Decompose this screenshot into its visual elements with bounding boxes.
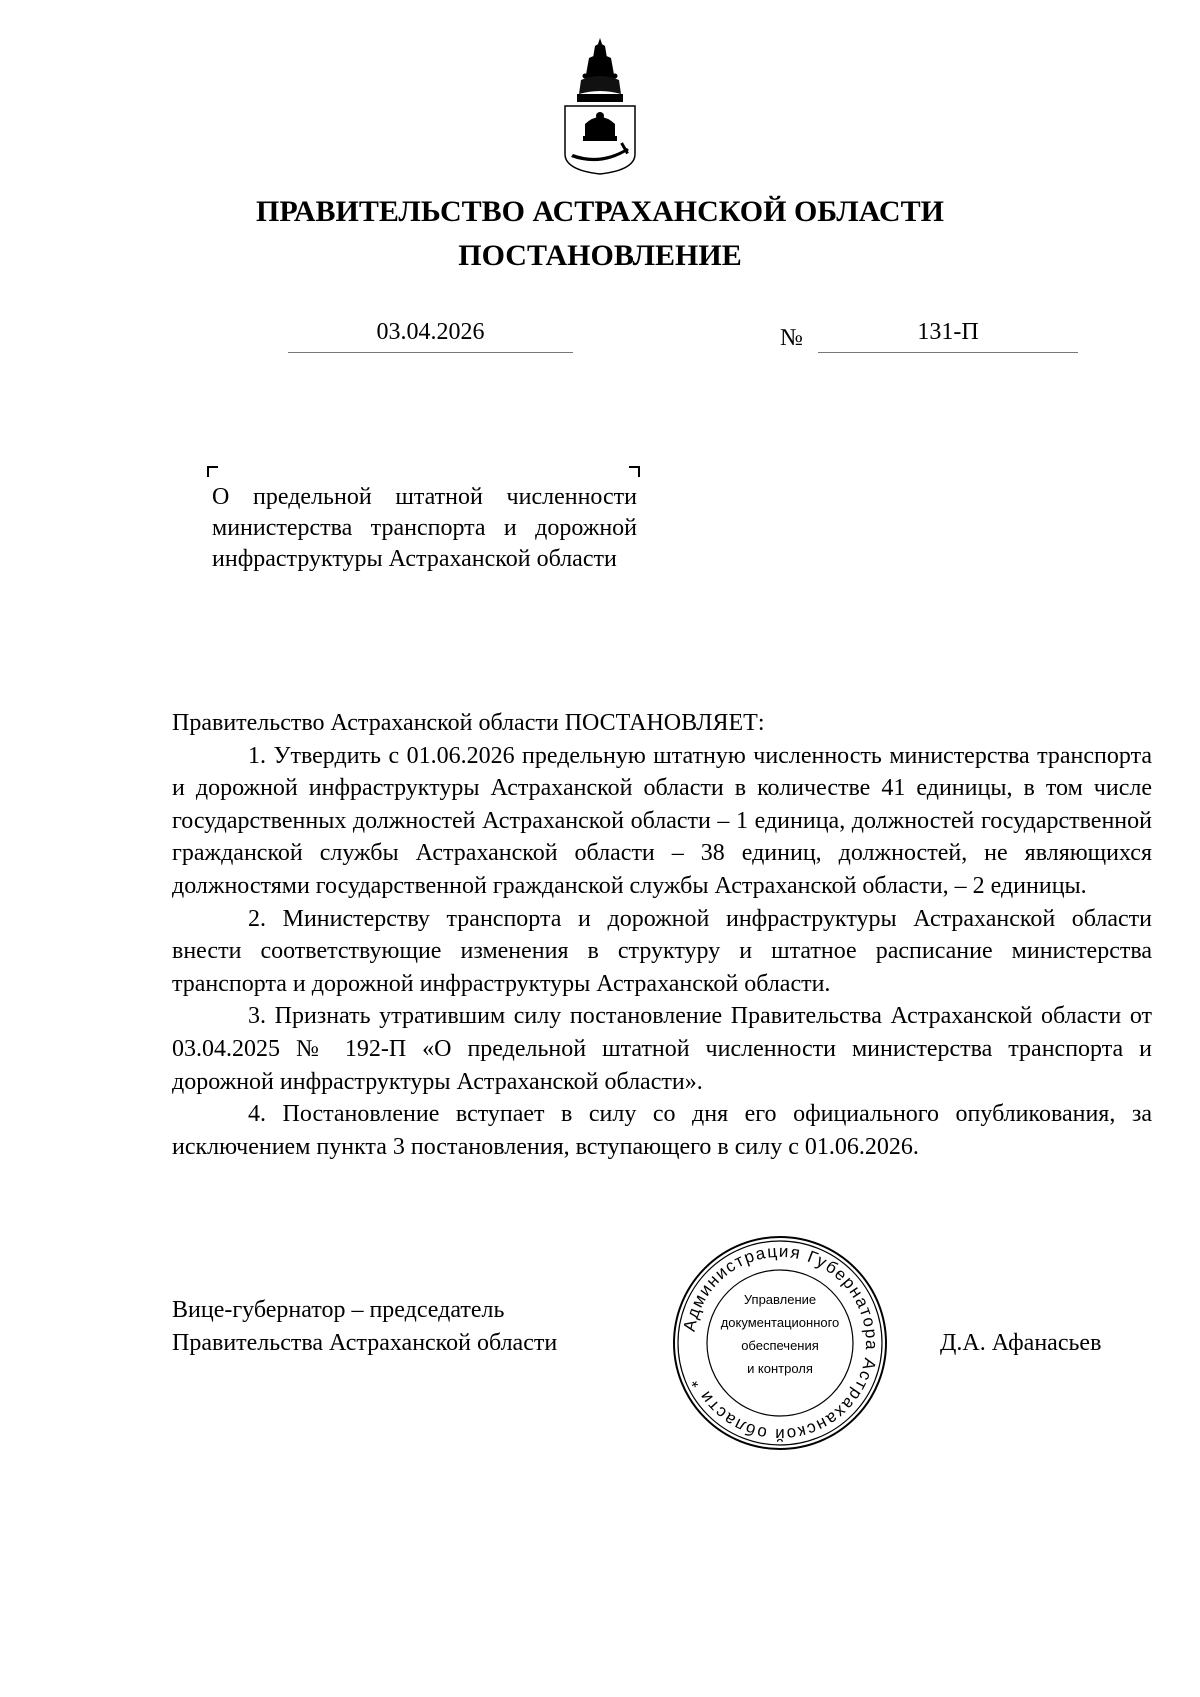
signer-position-line-1: Вице-губернатор – председатель xyxy=(172,1297,505,1323)
stamp-inner-text xyxy=(708,1288,852,1380)
number-sign: № xyxy=(780,325,803,351)
body-item-1: 1. Утвердить с 01.06.2026 предельную штатную численность министерства транспорта и дорожной инфраструктуры Астраханской области в количестве 41 единицы, в том числе государственных должностей Астраханской области – 1 единица, должностей государственной гражданской службы Астраханской области – 38 единиц, должностей, не являющихся должностями государственной гражданской службы Астраханской области, – 2 единицы. xyxy=(172,742,1152,899)
stamp-ring-text: Администрация Губернатора Астраханской области * xyxy=(679,1241,882,1445)
stamp-line-3: обеспечения xyxy=(741,1338,819,1353)
document-date: 03.04.2026 xyxy=(288,312,573,353)
stamp-line-2: документационного xyxy=(720,1315,840,1330)
stamp-line-4: и контроля xyxy=(747,1361,813,1376)
document-header xyxy=(0,190,1200,278)
body-item-2: 2. Министерству транспорта и дорожной инфраструктуры Астраханской области внести соответствующие изменения в структуру и штатное расписание министерства транспорта и дорожной инфраструктуры Астраханской области. xyxy=(172,905,1152,997)
signer-name: Д.А. Афанасьев xyxy=(940,1330,1102,1356)
body-item-4: 4. Постановление вступает в силу со дня его официального опубликования, за исключением пункта 3 постановления, вступающего в силу с 01.06.2026. xyxy=(172,1101,1152,1160)
document-subject: О предельной штатной численности министерства транспорта и дорожной инфраструктуры Астраханской области xyxy=(212,484,637,572)
subject-corner-right xyxy=(629,466,640,477)
preamble: Правительство Астраханской области ПОСТАНОВЛЯЕТ: xyxy=(172,710,765,736)
signer-position-line-2: Правительства Астраханской области xyxy=(172,1330,558,1356)
government-name: ПРАВИТЕЛЬСТВО АСТРАХАНСКОЙ ОБЛАСТИ xyxy=(256,195,944,228)
document-type: ПОСТАНОВЛЕНИЕ xyxy=(458,239,742,272)
astrakhan-coat-of-arms-icon xyxy=(555,36,645,176)
body-item-3: 3. Признать утратившим силу постановление Правительства Астраханской области от 03.04.2025 № 192-П «О предельной штатной численности министерства транспорта и дорожной инфраструктуры Астраханской области». xyxy=(172,1003,1152,1095)
subject-corner-left xyxy=(207,466,218,477)
document-body xyxy=(172,707,1152,1163)
stamp-line-1: Управление xyxy=(743,1292,817,1307)
signer-position xyxy=(172,1294,557,1360)
document-number: 131-П xyxy=(818,312,1078,353)
